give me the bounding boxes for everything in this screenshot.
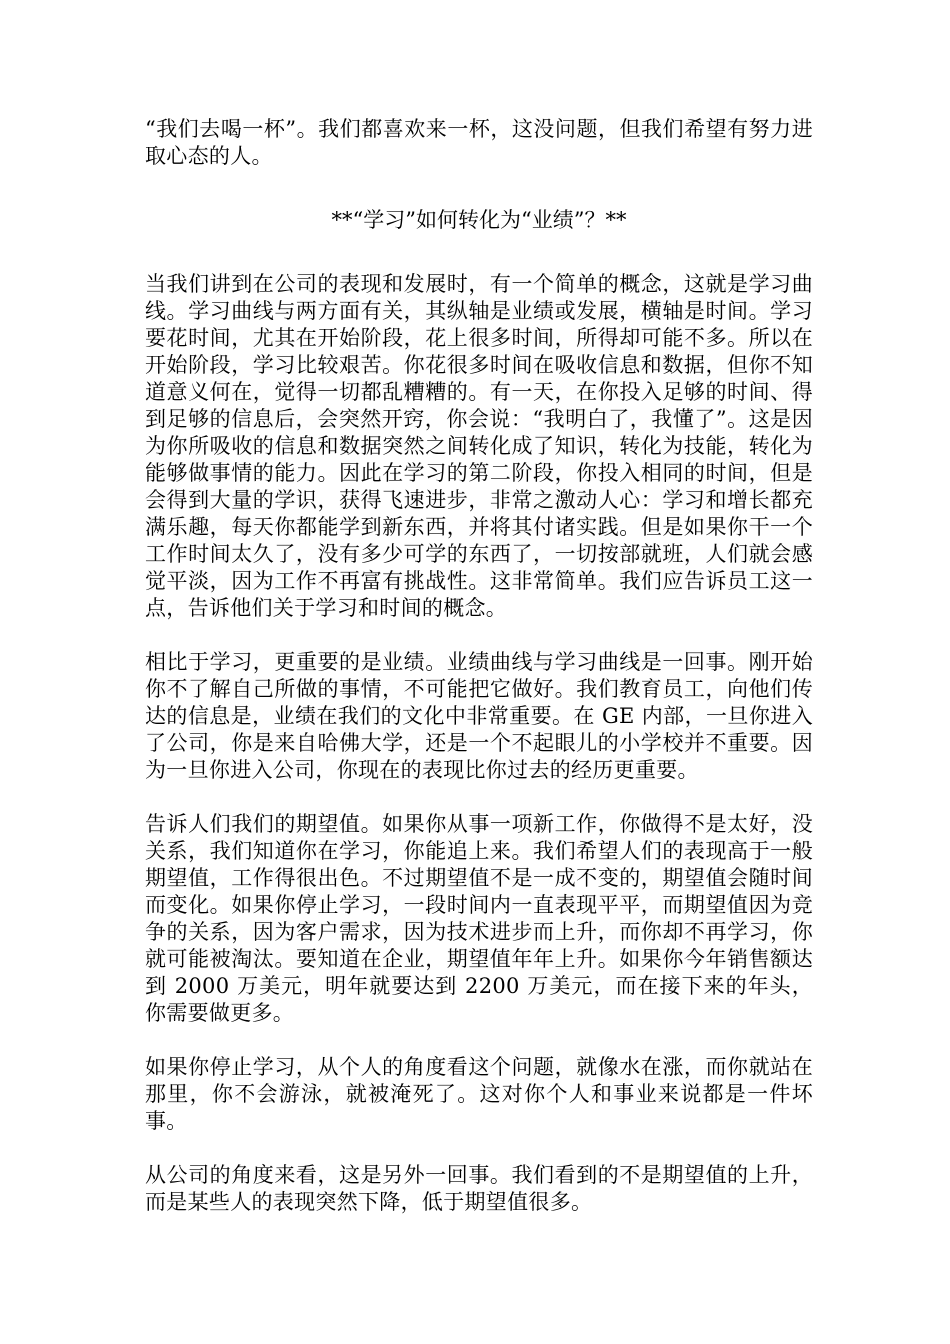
- paragraph-spacer: [145, 784, 813, 811]
- paragraph-learning-curve: 当我们讲到在公司的表现和发展时，有一个简单的概念，这就是学习曲线。学习曲线与两方面有关，其纵轴是业绩或发展，横轴是时间。学习要花时间，尤其在开始阶段，花上很多时间，所得却可能不多。所以在开始阶段，学习比较艰苦。你花很多时间在吸收信息和数据，但你不知道意义何在，觉得一切都乱糟糟的。有一天，在你投入足够的时间、得到足够的信息后，会突然开窍，你会说：“我明白了，我懂了”。这是因为你所吸收的信息和数据突然之间转化成了知识，转化为技能，转化为能够做事情的能力。因此在学习的第二阶段，你投入相同的时间，但是会得到大量的学识，获得飞速进步，非常之激动人心：学习和增长都充满乐趣，每天你都能学到新东西，并将其付诸实践。但是如果你干一个工作时间太久了，没有多少可学的东西了，一切按部就班，人们就会感觉平淡，因为工作不再富有挑战性。这非常简单。我们应告诉员工这一点，告诉他们关于学习和时间的概念。: [145, 272, 813, 620]
- paragraph-intro: “我们去喝一杯”。我们都喜欢来一杯，这没问题，但我们希望有努力进取心态的人。: [145, 117, 813, 168]
- paragraph-expectations: 告诉人们我们的期望值。如果你从事一项新工作，你做得不是太好，没关系，我们知道你在学习，你能追上来。我们希望人们的表现高于一般期望值，工作得很出色。不过期望值不是一成不变的，期望值会随时间而变化。如果你停止学习，一段时间内一直表现平平，而期望值因为竞争的关系，因为客户需求，因为技术进步而上升，而你却不再学习，你就可能被淘汰。要知道在企业，期望值年年上升。如果你今年销售额达到 2000 万美元，明年就要达到 2200 万美元，而在接下来的年头，你需要做更多。: [145, 812, 813, 1025]
- paragraph-company-view: 从公司的角度来看，这是另外一回事。我们看到的不是期望值的上升，而是某些人的表现突然下降，低于期望值很多。: [145, 1163, 813, 1214]
- paragraph-stop-learning: 如果你停止学习，从个人的角度看这个问题，就像水在涨，而你就站在那里，你不会游泳，就被淹死了。这对你个人和事业来说都是一件坏事。: [145, 1055, 813, 1133]
- paragraph-performance: 相比于学习，更重要的是业绩。业绩曲线与学习曲线是一回事。刚开始你不了解自己所做的事情，不可能把它做好。我们教育员工，向他们传达的信息是，业绩在我们的文化中非常重要。在 GE 内部，一旦你进入了公司，你是来自哈佛大学，还是一个不起眼儿的小学校并不重要。因为一旦你进入公司，你现在的表现比你过去的经历更重要。: [145, 650, 813, 782]
- section-heading: **“学习”如何转化为“业绩”？**: [331, 208, 627, 232]
- document-body: [145, 116, 813, 1216]
- paragraph-spacer: [145, 234, 813, 271]
- paragraph-spacer: [145, 622, 813, 649]
- paragraph-spacer: [145, 1027, 813, 1054]
- paragraph-spacer: [145, 1135, 813, 1162]
- paragraph-spacer: [145, 170, 813, 207]
